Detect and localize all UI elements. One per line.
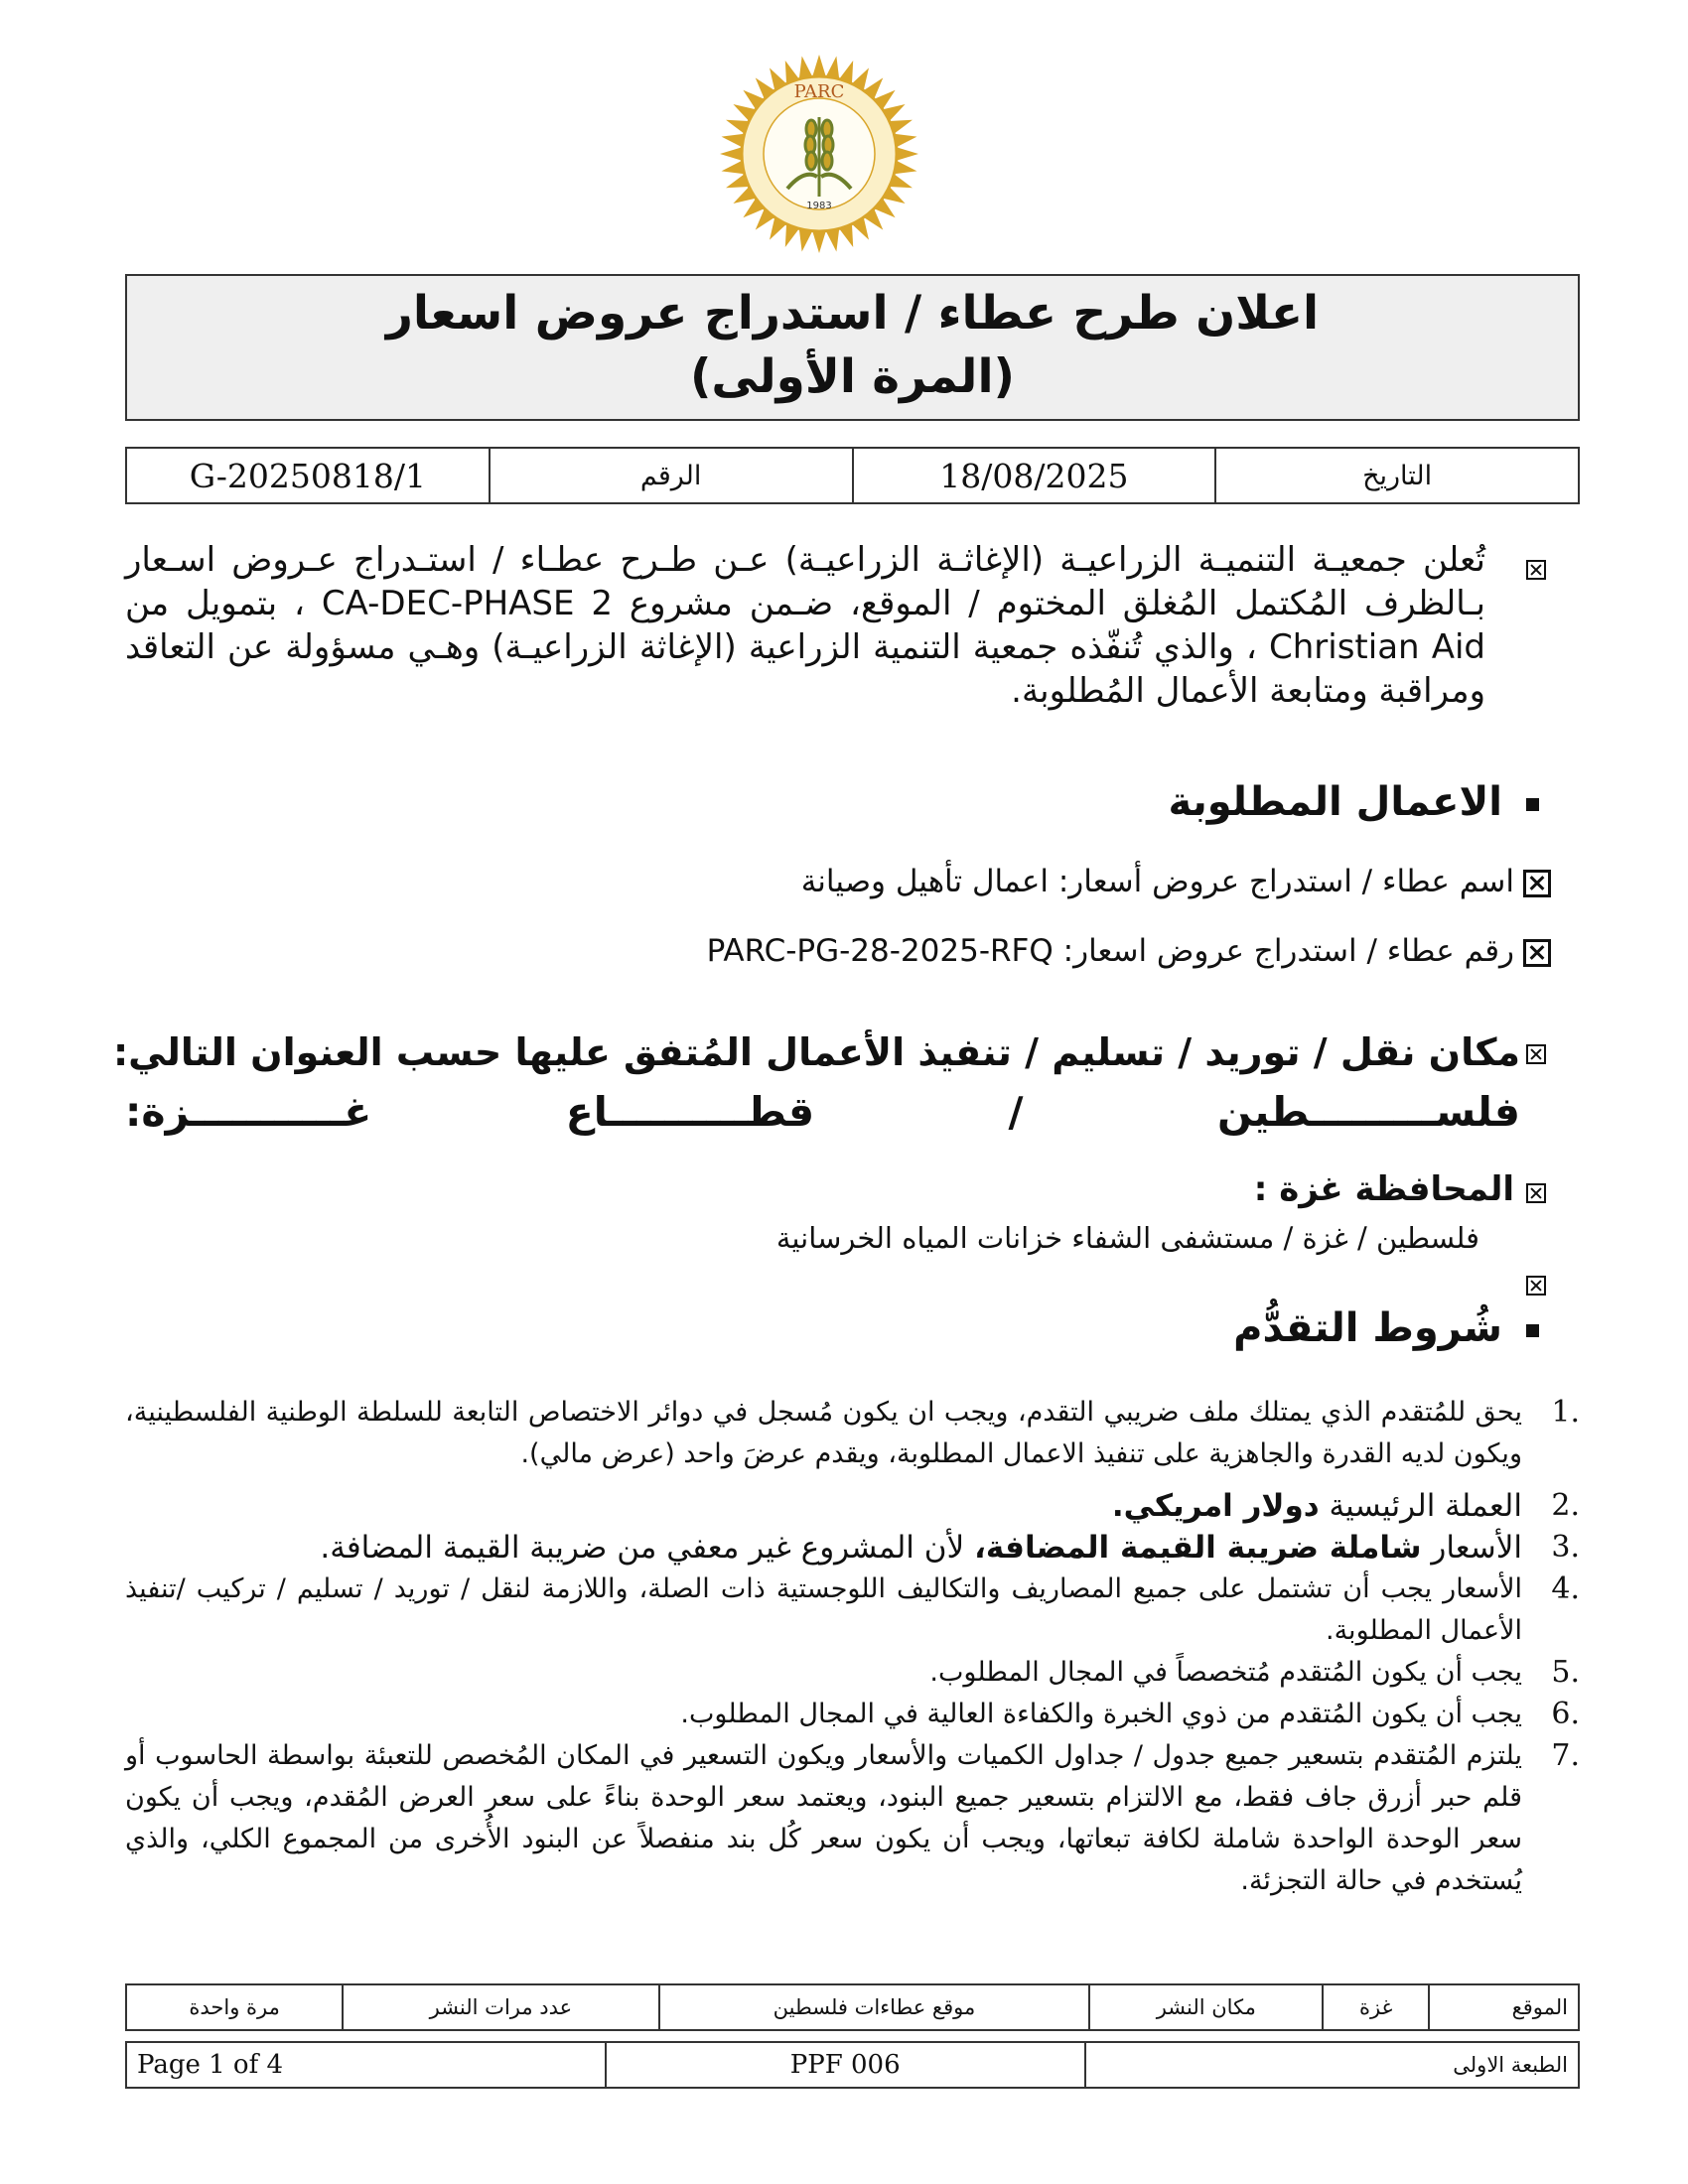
footer-cell: عدد مرات النشر (343, 1984, 658, 2030)
works-heading: الاعمال المطلوبة (1169, 779, 1539, 825)
bullet-square-icon (1526, 1324, 1539, 1337)
footer-cell: مكان النشر (1089, 1984, 1323, 2030)
footer-publication-table (125, 1983, 1580, 2031)
checkbox-icon (1526, 1044, 1546, 1064)
condition-item: .4 الأسعار يجب أن تشتمل على جميع المصاريف والتكاليف اللوجستية ذات الصلة، واللازمة لنقل / توريد / تسليم / تركيب /تنفيذ الأعمال المطلوبة. (125, 1571, 1580, 1646)
footer-page-table (125, 2041, 1580, 2089)
intro-paragraph: تُعلن جمعيـة التنميـة الزراعيـة (الإغاثـة الزراعيـة) عـن طـرح عطـاء / استـدراج عـروض اسـعار بـالظرف المُكتمل المُغلق المختوم / الموقع، ضـمن مشروع CA-DEC-PHASE 2 ، بتمويل من Christian Aid ، والذي تُنفّذه جمعية التنمية الزراعية (الإغاثة الزراعيـة) وهـي مسؤولة عن التعاقد ومراقبة ومتابعة الأعمال المُطلوبة. (125, 540, 1485, 711)
delivery-location-line2: فلســـــــــطين / قطــــــــــاع غـــــــــــزة: (125, 1088, 1520, 1136)
condition-item: .5 يجب أن يكون المُتقدم مُتخصصاً في المجال المطلوب. (929, 1655, 1580, 1690)
conditions-list (125, 1392, 1580, 1902)
announcement-title: اعلان طرح عطاء / استدراج عروض اسعار (385, 286, 1320, 341)
parc-logo (710, 50, 928, 258)
logo-ray (897, 147, 918, 161)
condition-item: .7 يلتزم المُتقدم بتسعير جميع جدول / جداول الكميات والأسعار ويكون التسعير في المكان المُخصص للتعبئة بواسطة الحاسوب أو قلم حبر أزرق جاف فقط، مع الالتزام بتسعير جميع البنود، ويعتمد سعر الوحدة بناءً على سعر العرض المُقدم، ويجب أن يكون سعر الوحدة الواحدة شاملة لكافة تبعاتها، ويجب أن يكون سعر كُل بند منفصلاً عن البنود الأُخرى من المجموع الكلي، والذي يُستخدم في حالة التجزئة. (125, 1738, 1580, 1896)
tender-name-line: اسم عطاء / استدراج عروض أسعار: اعمال تأهيل وصيانة (800, 864, 1514, 899)
footer-cell: موقع عطاءات فلسطين (659, 1984, 1090, 2030)
checkbox-icon (1523, 870, 1551, 897)
delivery-location (112, 1023, 1520, 1142)
form-code: PPF 006 (606, 2042, 1085, 2088)
footer-cell: مرة واحدة (126, 1984, 343, 2030)
footer-cell: غزة (1323, 1984, 1429, 2030)
announcement-title-box (125, 274, 1580, 421)
conditions-heading: شُروط التقدُّم (1233, 1305, 1539, 1351)
condition-item: .6 يجب أن يكون المُتقدم من ذوي الخبرة والكفاءة العالية في المجال المطلوب. (680, 1697, 1580, 1731)
checkbox-icon (1526, 1183, 1546, 1203)
condition-item: .1 يحق للمُتقدم الذي يمتلك ملف ضريبي التقدم، ويجب ان يكون مُسجل في دوائر الاختصاص التابعة للسلطة الوطنية الفلسطينية، ويكون لديه القدرة والجاهزية على تنفيذ الاعمال المطلوبة، ويقدم عرضَ واحد (عرض مالي). (125, 1395, 1580, 1469)
logo-ray (812, 55, 826, 76)
governorate-address: فلسطين / غزة / مستشفى الشفاء خزانات المياه الخرسانية (775, 1221, 1479, 1255)
checkbox-icon (1526, 1276, 1546, 1296)
logo-ray (720, 147, 742, 161)
logo-ray (812, 231, 826, 253)
meta-table (125, 447, 1580, 504)
logo-year-text: 1983 (806, 201, 832, 211)
number-value: G-20250818/1 (126, 448, 490, 503)
condition-item: .3 الأسعار شاملة ضريبة القيمة المضافة، لأن المشروع غير معفي من ضريبة القيمة المضافة. (320, 1530, 1580, 1566)
edition-label: الطبعة الاولى (1085, 2042, 1579, 2088)
checkbox-icon (1526, 560, 1546, 580)
date-value: 18/08/2025 (853, 448, 1216, 503)
footer-cell: الموقع (1429, 1984, 1579, 2030)
page-number: Page 1 of 4 (126, 2042, 606, 2088)
tender-number-line: رقم عطاء / استدراج عروض اسعار: PARC-PG-28-2025-RFQ (706, 933, 1514, 969)
number-label: الرقم (490, 448, 853, 503)
governorate-heading: المحافظة غزة : (1253, 1169, 1514, 1209)
delivery-location-line1: مكان نقل / توريد / تسليم / تنفيذ الأعمال المُتفق عليها حسب العنوان التالي: (112, 1030, 1520, 1074)
logo-brand-text: PARC (793, 81, 845, 102)
announcement-subtitle: (المرة الأولى) (689, 349, 1016, 404)
checkbox-icon (1523, 939, 1551, 967)
date-label: التاريخ (1215, 448, 1579, 503)
condition-item: .2 العملة الرئيسية دولار امريكي. (1111, 1488, 1580, 1524)
bullet-square-icon (1526, 798, 1539, 811)
